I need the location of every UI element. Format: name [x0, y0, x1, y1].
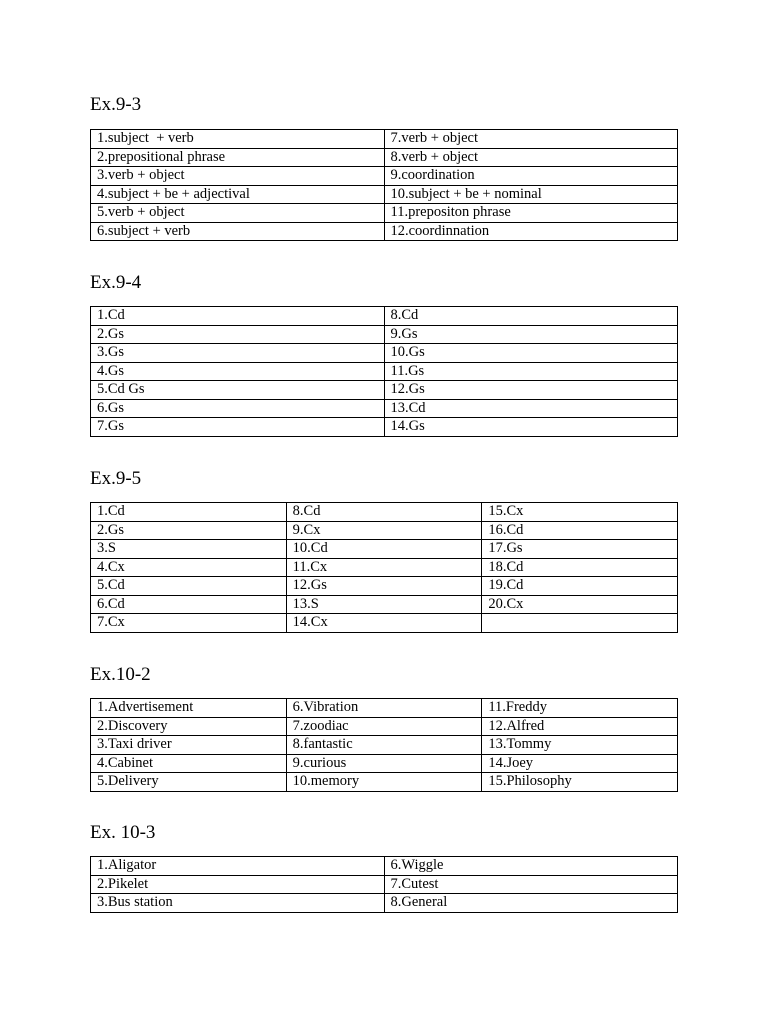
table-cell: 11.Gs [384, 362, 678, 381]
table-cell: 13.Cd [384, 399, 678, 418]
table-cell: 15.Philosophy [482, 773, 678, 792]
table-row [91, 717, 678, 736]
table-row [91, 167, 678, 186]
table-cell: 11.Freddy [482, 699, 678, 718]
table-cell: 4.Gs [91, 362, 385, 381]
table-cell: 8.General [384, 894, 678, 913]
table-row [91, 418, 678, 437]
table-cell: 7.verb + object [384, 130, 678, 149]
table-cell: 14.Gs [384, 418, 678, 437]
table-row [91, 130, 678, 149]
table-cell: 3.Gs [91, 344, 385, 363]
table-row [91, 344, 678, 363]
table-cell: 12.Alfred [482, 717, 678, 736]
table-cell: 2.Gs [91, 325, 385, 344]
table-row [91, 399, 678, 418]
table-cell: 6.Wiggle [384, 857, 678, 876]
table-cell: 18.Cd [482, 558, 678, 577]
table-cell: 5.Cd [91, 577, 287, 596]
table-cell: 16.Cd [482, 521, 678, 540]
table-cell: 5.Cd Gs [91, 381, 385, 400]
exercise-heading: Ex.9-4 [90, 272, 142, 293]
table-cell: 6.Vibration [286, 699, 482, 718]
answer-table [90, 306, 678, 437]
table-row [91, 875, 678, 894]
table-cell: 1.Aligator [91, 857, 385, 876]
table-cell: 13.S [286, 595, 482, 614]
table-cell: 12.Gs [384, 381, 678, 400]
table-cell: 1.subject + verb [91, 130, 385, 149]
table-cell: 4.Cx [91, 558, 287, 577]
table-cell: 5.Delivery [91, 773, 287, 792]
exercise-heading: Ex.9-5 [90, 468, 142, 489]
table-cell: 3.Bus station [91, 894, 385, 913]
table-cell: 10.Cd [286, 540, 482, 559]
table-row [91, 521, 678, 540]
table-row [91, 558, 678, 577]
table-cell: 9.curious [286, 754, 482, 773]
table-cell: 11.prepositon phrase [384, 204, 678, 223]
table-row [91, 894, 678, 913]
table-cell: 2.Discovery [91, 717, 287, 736]
table-row [91, 381, 678, 400]
table-cell: 6.Gs [91, 399, 385, 418]
table-cell: 5.verb + object [91, 204, 385, 223]
table-cell: 2.Pikelet [91, 875, 385, 894]
table-cell: 7.Cutest [384, 875, 678, 894]
table-cell: 8.fantastic [286, 736, 482, 755]
answer-table [90, 129, 678, 241]
table-cell: 6.Cd [91, 595, 287, 614]
table-row [91, 325, 678, 344]
table-row [91, 540, 678, 559]
table-row [91, 577, 678, 596]
table-row [91, 307, 678, 326]
table-cell: 14.Joey [482, 754, 678, 773]
table-row [91, 736, 678, 755]
table-cell: 10.memory [286, 773, 482, 792]
table-cell: 10.subject + be + nominal [384, 185, 678, 204]
table-cell: 9.coordination [384, 167, 678, 186]
table-cell: 10.Gs [384, 344, 678, 363]
table-cell: 1.Cd [91, 503, 287, 522]
table-cell: 9.Cx [286, 521, 482, 540]
answer-table [90, 502, 678, 633]
table-cell: 11.Cx [286, 558, 482, 577]
table-row [91, 503, 678, 522]
table-cell: 7.Gs [91, 418, 385, 437]
table-cell: 17.Gs [482, 540, 678, 559]
table-row [91, 362, 678, 381]
table-cell: 8.Cd [384, 307, 678, 326]
table-cell: 2.prepositional phrase [91, 148, 385, 167]
table-cell: 4.subject + be + adjectival [91, 185, 385, 204]
table-cell: 1.Advertisement [91, 699, 287, 718]
exercise-heading: Ex.9-3 [90, 94, 142, 115]
table-row [91, 595, 678, 614]
table-row [91, 148, 678, 167]
table-cell: 12.Gs [286, 577, 482, 596]
table-cell: 12.coordinnation [384, 222, 678, 241]
table-cell: 13.Tommy [482, 736, 678, 755]
table-cell [482, 614, 678, 633]
table-row [91, 773, 678, 792]
table-cell: 15.Cx [482, 503, 678, 522]
table-row [91, 754, 678, 773]
table-cell: 19.Cd [482, 577, 678, 596]
table-cell: 6.subject + verb [91, 222, 385, 241]
table-row [91, 185, 678, 204]
table-cell: 3.Taxi driver [91, 736, 287, 755]
table-cell: 2.Gs [91, 521, 287, 540]
table-cell: 7.zoodiac [286, 717, 482, 736]
exercise-heading: Ex.10-2 [90, 664, 151, 685]
table-cell: 14.Cx [286, 614, 482, 633]
table-cell: 20.Cx [482, 595, 678, 614]
table-row [91, 204, 678, 223]
answer-table [90, 856, 678, 913]
table-row [91, 614, 678, 633]
table-cell: 9.Gs [384, 325, 678, 344]
table-cell: 8.Cd [286, 503, 482, 522]
table-row [91, 222, 678, 241]
exercise-heading: Ex. 10-3 [90, 822, 156, 843]
table-row [91, 857, 678, 876]
table-cell: 1.Cd [91, 307, 385, 326]
answer-table [90, 698, 678, 792]
table-cell: 3.verb + object [91, 167, 385, 186]
table-row [91, 699, 678, 718]
table-cell: 7.Cx [91, 614, 287, 633]
table-cell: 3.S [91, 540, 287, 559]
table-cell: 4.Cabinet [91, 754, 287, 773]
table-cell: 8.verb + object [384, 148, 678, 167]
